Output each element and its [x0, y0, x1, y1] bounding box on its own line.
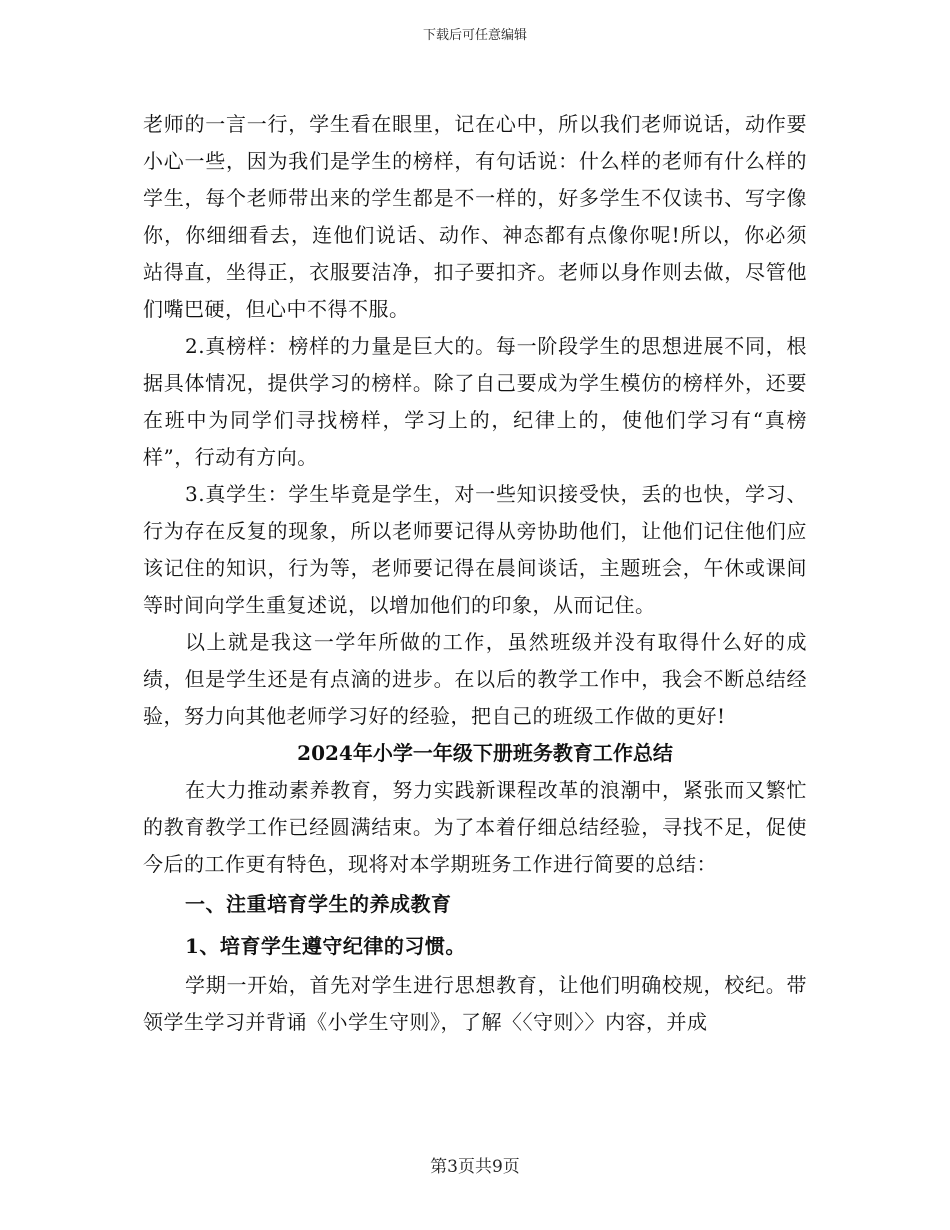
- heading-habit-education: 一、注重培育学生的养成教育: [185, 892, 452, 916]
- page-number: 第3页共9页: [430, 1157, 520, 1177]
- page-header: 下载后可任意编辑: [422, 28, 527, 43]
- heading-discipline-habit: 1、培育学生遵守纪律的习惯。: [185, 934, 466, 958]
- paragraph-role-model-teacher: 老师的一言一行，学生看在眼里，记在心中，所以我们老师说话，动作要小心一些，因为我们是学生的榜样，有句话说：什么样的老师有什么样的学生，每个老师带出来的学生都是不一样的，好多学生不仅读书、写字像你，你细细看去，连他们说话、动作、神态都有点像你呢!所以，你必须站得直，坐得正，衣服要洁净，扣子要扣齐。老师以身作则去做，尽管他们嘴巴硬，但心中不得不服。: [143, 112, 807, 321]
- paragraph-conclusion: 以上就是我这一学年所做的工作，虽然班级并没有取得什么好的成绩，但是学生还是有点滴的进步。在以后的教学工作中，我会不断总结经验，努力向其他老师学习好的经验，把自己的班级工作做的更好!: [143, 630, 807, 728]
- section-title: 2024年小学一年级下册班务教育工作总结: [297, 741, 673, 765]
- paragraph-true-role-model: 2.真榜样：榜样的力量是巨大的。每一阶段学生的思想进展不同，根据具体情况，提供学习的榜样。除了自己要成为学生模仿的榜样外，还要在班中为同学们寻找榜样，学习上的，纪律上的，使他们学习有“真榜样”，行动有方向。: [143, 334, 807, 469]
- document-body: [143, 106, 807, 1041]
- paragraph-true-student: 3.真学生：学生毕竟是学生，对一些知识接受快，丢的也快，学习、行为存在反复的现象，所以老师要记得从旁协助他们，让他们记住他们应该记住的知识，行为等，老师要记得在晨间谈话，主题班会，午休或课间等时间向学生重复述说，以增加他们的印象，从而记住。: [143, 482, 807, 617]
- paragraph-intro: 在大力推动素养教育，努力实践新课程改革的浪潮中，紧张而又繁忙的教育教学工作已经圆满结束。为了本着仔细总结经验，寻找不足，促使今后的工作更有特色，现将对本学期班务工作进行简要的总结：: [143, 778, 807, 876]
- paragraph-semester-start: 学期一开始，首先对学生进行思想教育，让他们明确校规，校纪。带领学生学习并背诵《小学生守则》，了解〈〈守则〉〉内容，并成: [143, 973, 807, 1034]
